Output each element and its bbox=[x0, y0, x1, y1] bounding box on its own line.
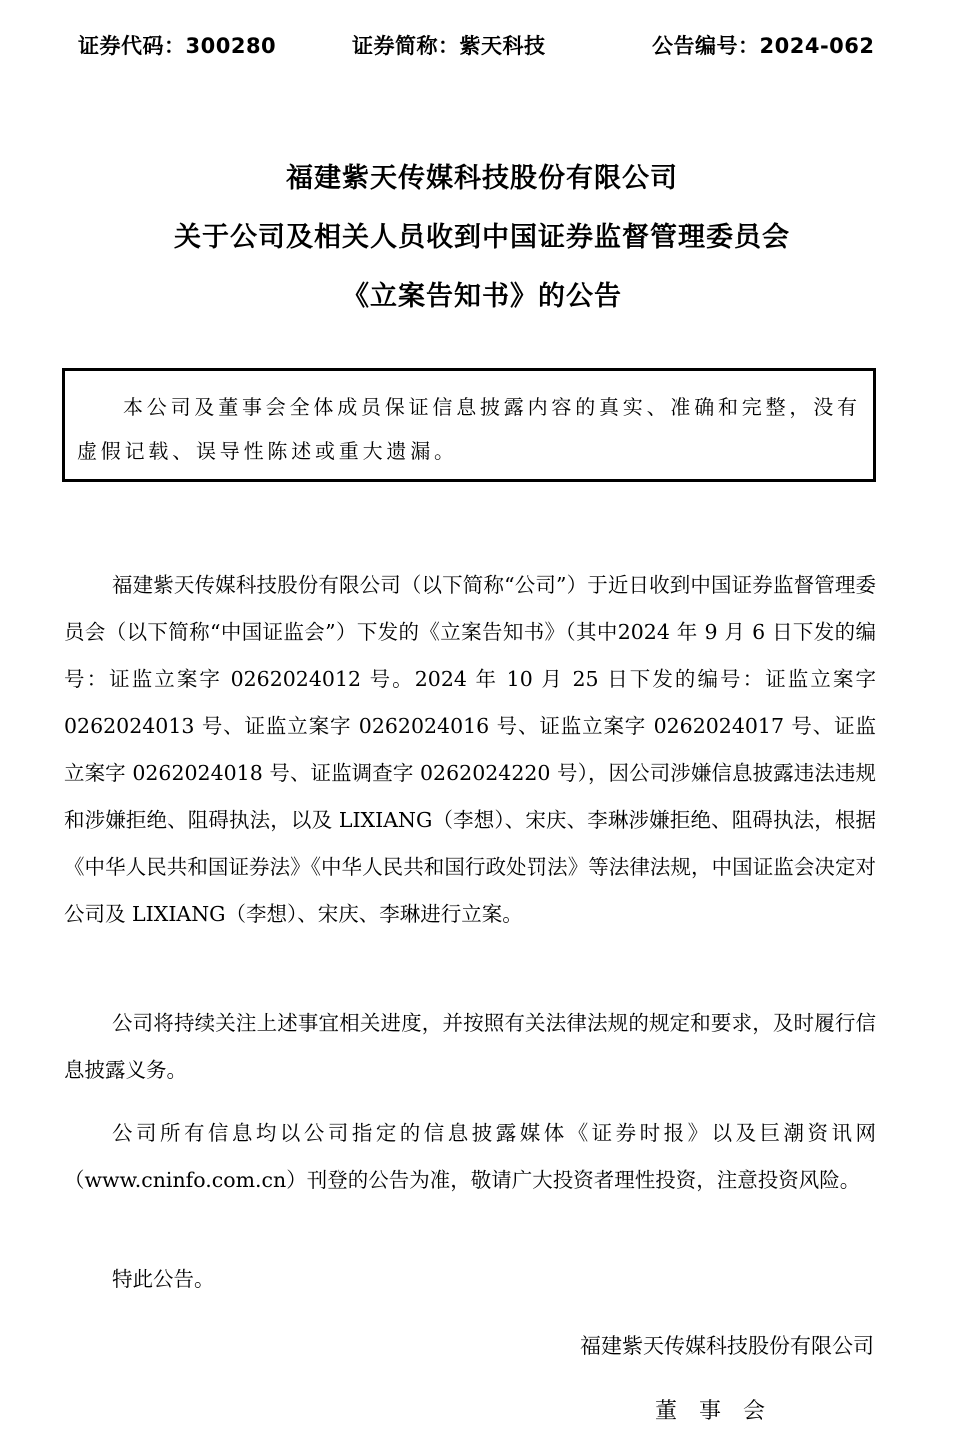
signature-company: 福建紫天传媒科技股份有限公司 bbox=[580, 1334, 874, 1358]
title-company: 福建紫天传媒科技股份有限公司 bbox=[286, 163, 678, 194]
paragraph-closing: 特此公告。 bbox=[112, 1267, 215, 1291]
stock-abbreviation: 证券简称：紫天科技 bbox=[352, 34, 546, 58]
announcement-number: 公告编号：2024-062 bbox=[652, 34, 875, 58]
title-subject: 关于公司及相关人员收到中国证券监督管理委员会 bbox=[174, 222, 790, 253]
disclosure-statement-box bbox=[62, 368, 876, 482]
announcement-header bbox=[0, 30, 964, 62]
paragraph-follow-up: 公司将持续关注上述事宜相关进度，并按照有关法律法规的规定和要求，及时履行信息披露义务。 bbox=[64, 1011, 876, 1082]
signature-board: 董事会 bbox=[655, 1399, 788, 1424]
paragraph-media-notice: 公司所有信息均以公司指定的信息披露媒体《证券时报》以及巨潮资讯网（www.cninfo.com.cn）刊登的公告为准，敬请广大投资者理性投资，注意投资风险。 bbox=[64, 1121, 876, 1192]
paragraph-case-filing: 福建紫天传媒科技股份有限公司（以下简称“公司”）于近日收到中国证券监督管理委员会（以下简称“中国证监会”）下发的《立案告知书》（其中2024 年 9 月 6 日下发的编号：证监立案字 0262024012 号。2024 年 10 月 25 日下发的编号：证监立案字 0262024013 号、证监立案字 0262024016 号、证监立案字 0262024017 号、证监立案字 0262024018 号、证监调查字 0262024220 号），因公司涉嫌信息披露违法违规和涉嫌拒绝、阻碍执法，以及 LIXIANG（李想）、宋庆、李琳涉嫌拒绝、阻碍执法，根据《中华人民共和国证券法》《中华人民共和国行政处罚法》等法律法规，中国证监会决定对公司及 LIXIANG（李想）、宋庆、李琳进行立案。 bbox=[64, 573, 876, 926]
disclosure-statement: 本公司及董事会全体成员保证信息披露内容的真实、准确和完整，没有虚假记载、误导性陈述或重大遗漏。 bbox=[77, 395, 861, 463]
title-document: 《立案告知书》的公告 bbox=[342, 281, 622, 312]
stock-code: 证券代码：300280 bbox=[78, 34, 277, 58]
